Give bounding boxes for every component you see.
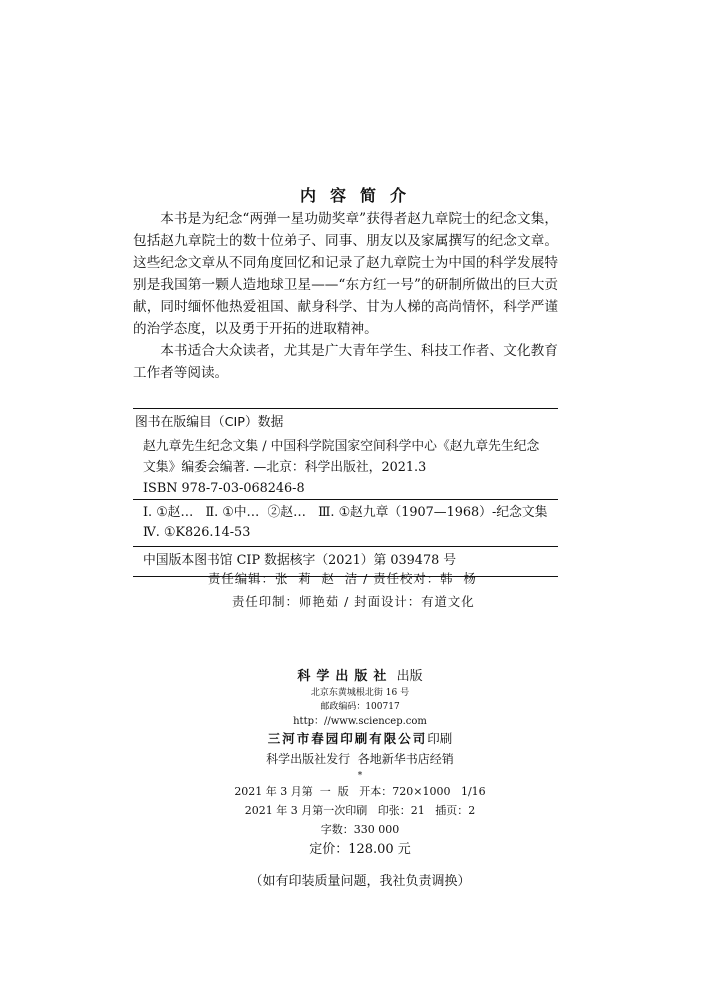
summary-title: 内容简介 [299, 186, 420, 205]
cip-subject-line: Ⅳ. ①K826.14-53 [143, 525, 251, 540]
summary-paragraph: 本书适合大众读者，尤其是广大青年学生、科技工作者、文化教育工作者等阅读。 [133, 343, 558, 381]
printer-line [0, 729, 720, 748]
imprint [0, 668, 720, 904]
publisher-address: 北京东黄城根北街 16 号 [310, 688, 410, 698]
credits [0, 567, 720, 613]
distribution-line: 科学出版社发行 各地新华书店经销 [266, 752, 454, 766]
publisher-url: http：//www.sciencep.com [293, 716, 427, 727]
cip-isbn: ISBN 978-7-03-068246-8 [143, 481, 305, 496]
printer-suffix: 印刷 [427, 731, 453, 746]
publisher-name: 科学出版社 [297, 669, 393, 684]
summary-body [133, 208, 558, 384]
publisher-postcode: 邮政编码：100717 [320, 702, 400, 712]
price: 定价：128.00 元 [309, 842, 411, 857]
word-count: 字数：330 000 [320, 823, 400, 836]
cip-description [133, 433, 558, 499]
printing-line: 2021 年 3 月第一次印刷 印张：21 插页：2 [244, 804, 476, 817]
cip-subjects [133, 500, 558, 546]
credits-editors: 责任编辑：张 莉 赵 洁 / 责任校对：韩 杨 [208, 571, 477, 586]
cip-subject-line: Ⅰ. ①赵… Ⅱ. ①中… ②赵… Ⅲ. ①赵九章（1907—1968）-纪念文集 [143, 505, 548, 520]
cip-desc-line: 文集》编委会编著. —北京：科学出版社，2021.3 [143, 460, 427, 475]
cip-record-number: 中国版本图书馆 CIP 数据核字（2021）第 039478 号 [143, 553, 457, 568]
edition-line: 2021 年 3 月第 一 版 开本：720×1000 1/16 [234, 785, 486, 798]
publisher-suffix: 出版 [396, 669, 423, 684]
quality-notice: （如有印装质量问题，我社负责调换） [249, 874, 471, 889]
credits-production: 责任印制：师艳茹 / 封面设计：有道文化 [232, 594, 475, 609]
printer-name: 三河市春园印刷有限公司 [267, 731, 428, 746]
summary-paragraph: 本书是为纪念“两弹一星功勋奖章”获得者赵九章院士的纪念文集，包括赵九章院士的数十位弟子、同事、朋友以及家属撰写的纪念文章。这些纪念文章从不同角度回忆和记录了赵九章院士为中国的科学发展特别是我国第一颗人造地球卫星——“东方红一号”的研制所做出的巨大贡献，同时缅怀他热爱祖国、献身科学、甘为人梯的高尚情怀，科学严谨的治学态度，以及勇于开拓的进取精神。 [133, 211, 558, 337]
cip-title: 图书在版编目（CIP）数据 [135, 415, 284, 430]
star-separator: * [357, 771, 363, 781]
cip-desc-line: 赵九章先生纪念文集 / 中国科学院国家空间科学中心《赵九章先生纪念 [143, 439, 540, 454]
publisher-line [0, 668, 720, 686]
cip-block [133, 408, 558, 577]
